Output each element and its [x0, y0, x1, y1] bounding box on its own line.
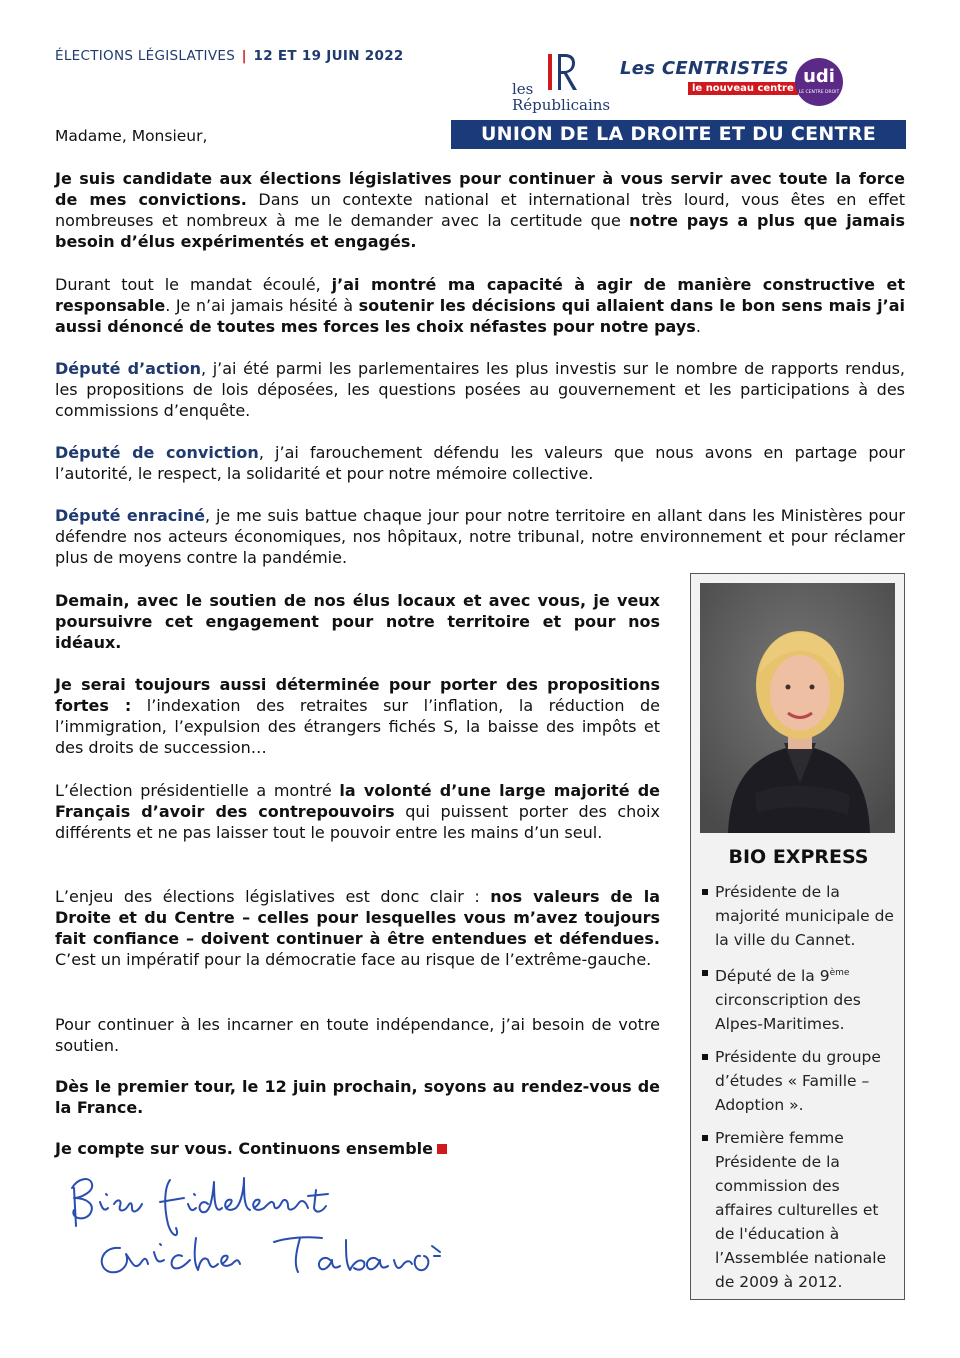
p5-text: , je me suis battue chaque jour pour notre territoire en allant dans les Ministères pour défendre nos acteurs économiques, nos hôpitaux, notre tribunal, notre environnement et pour réclamer plus de moyens contre la pandémie.: [55, 506, 906, 567]
les-republicains-logo: [512, 52, 624, 116]
p2-bold-2: soutenir les décisions qui allaient dans le bon sens mais j’ai aussi dénoncé de toutes mes forces les choix néfastes pour notre pays: [55, 296, 906, 336]
paragraph-8: [55, 780, 660, 843]
p9-text-2: C’est un impératif pour la démocratie face au risque de l’extrême-gauche.: [55, 950, 652, 969]
salutation: Madame, Monsieur,: [55, 127, 208, 145]
centristes-logo-name: Les CENTRISTES: [620, 58, 789, 79]
p4-heading: Député de conviction: [55, 443, 259, 462]
handwritten-signature: [60, 1168, 450, 1303]
p1-bold-1: Je suis candidate aux élections législatives pour continuer à vous servir avec toute la force de mes convictions.: [55, 169, 905, 209]
paragraph-12: [55, 1138, 660, 1159]
election-dates: 12 ET 19 JUIN 2022: [253, 48, 404, 64]
bio-item: [701, 961, 901, 1036]
candidate-photo: [700, 583, 895, 833]
p12-bold: Je compte sur vous. Continuons ensemble: [55, 1139, 433, 1158]
p4-text: , j’ai farouchement défendu les valeurs que nous avons en partage pour l’autorité, le respect, la solidarité et pour notre mémoire collective.: [55, 443, 906, 483]
candidate-portrait-icon: [700, 583, 895, 833]
udi-logo-name: udi: [803, 66, 835, 87]
union-banner: UNION DE LA DROITE ET DU CENTRE: [451, 120, 906, 149]
p2-text-1: Durant tout le mandat écoulé,: [55, 275, 332, 294]
udi-logo: [795, 58, 843, 106]
p6-bold: Demain, avec le soutien de nos élus locaux et avec vous, je veux poursuivre cet engagement pour notre territoire et pour nos idéaux.: [55, 591, 660, 652]
bio-item-2-sup: ème: [829, 968, 850, 978]
bio-list: [701, 880, 901, 1303]
p2-text-2: . Je n’ai jamais hésité à: [165, 296, 359, 315]
p1-text-1: Dans un contexte national et international très lourd, vous êtes en effet nombreuses et nombreux à me le demander avec la certitude que: [55, 190, 905, 230]
udi-logo-sub: LE CENTRE DROIT: [798, 90, 840, 95]
p10-text: Pour continuer à les incarner en toute indépendance, j’ai besoin de votre soutien.: [55, 1015, 660, 1055]
bio-title: BIO EXPRESS: [728, 846, 869, 868]
p8-bold: la volonté d’une large majorité de Français d’avoir des contrepouvoirs: [55, 781, 661, 821]
header-separator: |: [241, 48, 247, 64]
paragraph-6: [55, 590, 660, 653]
p7-bold: Je serai toujours aussi déterminée pour porter des propositions fortes :: [55, 675, 660, 715]
p2-bold-1: j’ai montré ma capacité à agir de manière constructive et responsable: [55, 275, 905, 315]
bio-sidebar: [690, 573, 905, 1300]
paragraph-7: [55, 674, 660, 758]
bio-item-2-text-b: circonscription des Alpes-Maritimes.: [715, 991, 861, 1034]
lr-logo-les: les: [512, 80, 534, 98]
paragraph-11: [55, 1076, 660, 1118]
lr-logo-mark-icon: [546, 52, 586, 94]
paragraph-10: [55, 1014, 660, 1056]
bio-item: Présidente de la majorité municipale de la ville du Cannet.: [701, 880, 901, 952]
bio-item: Première femme Présidente de la commission des affaires culturelles et de l'éducation à l’Assemblée nationale de 2009 à 2012.: [701, 1126, 901, 1294]
paragraph-5: [55, 505, 905, 568]
p7-text: l’indexation des retraites sur l’inflation, la réduction de l’immigration, l’expulsion des étrangers fichés S, la baisse des impôts et des droits de succession…: [55, 696, 660, 757]
bio-item: Présidente du groupe d’études « Famille – Adoption ».: [701, 1045, 901, 1117]
election-label: ÉLECTIONS LÉGISLATIVES: [55, 48, 236, 64]
p1-bold-2: notre pays a plus que jamais besoin d’élus expérimentés et engagés.: [55, 211, 906, 251]
p3-text: , j’ai été parmi les parlementaires les plus investis sur le nombre de rapports rendus, les propositions de lois déposées, les questions posées au gouvernement et les participations à des commissions d’enquête.: [55, 359, 905, 420]
paragraph-3: [55, 358, 905, 421]
red-square-icon: [437, 1144, 447, 1154]
election-header: [55, 48, 404, 64]
lr-logo-name: Républicains: [512, 96, 611, 114]
paragraph-2: [55, 274, 905, 337]
p5-heading: Député enraciné: [55, 506, 205, 525]
bio-item-2-text-a: Député de la 9: [715, 967, 830, 986]
paragraph-9: [55, 886, 660, 970]
p8-text-1: L’élection présidentielle a montré: [55, 781, 340, 800]
paragraph-4: [55, 442, 905, 484]
p9-bold: nos valeurs de la Droite et du Centre – celles pour lesquelles vous m’avez toujours fait confiance – doivent continuer à être entendues et défendues.: [55, 887, 660, 948]
p2-text-3: .: [695, 317, 701, 336]
centristes-logo-tag: le nouveau centre: [688, 82, 798, 95]
p3-heading: Député d’action: [55, 359, 201, 378]
paragraph-1: [55, 168, 905, 252]
p9-text-1: L’enjeu des élections législatives est donc clair :: [55, 887, 491, 906]
p8-text-2: qui puissent porter des choix différents et ne pas laisser tout le pouvoir entre les mains d’un seul.: [55, 802, 660, 842]
p11-bold: Dès le premier tour, le 12 juin prochain, soyons au rendez-vous de la France.: [55, 1077, 660, 1117]
les-centristes-logo: [620, 58, 794, 102]
